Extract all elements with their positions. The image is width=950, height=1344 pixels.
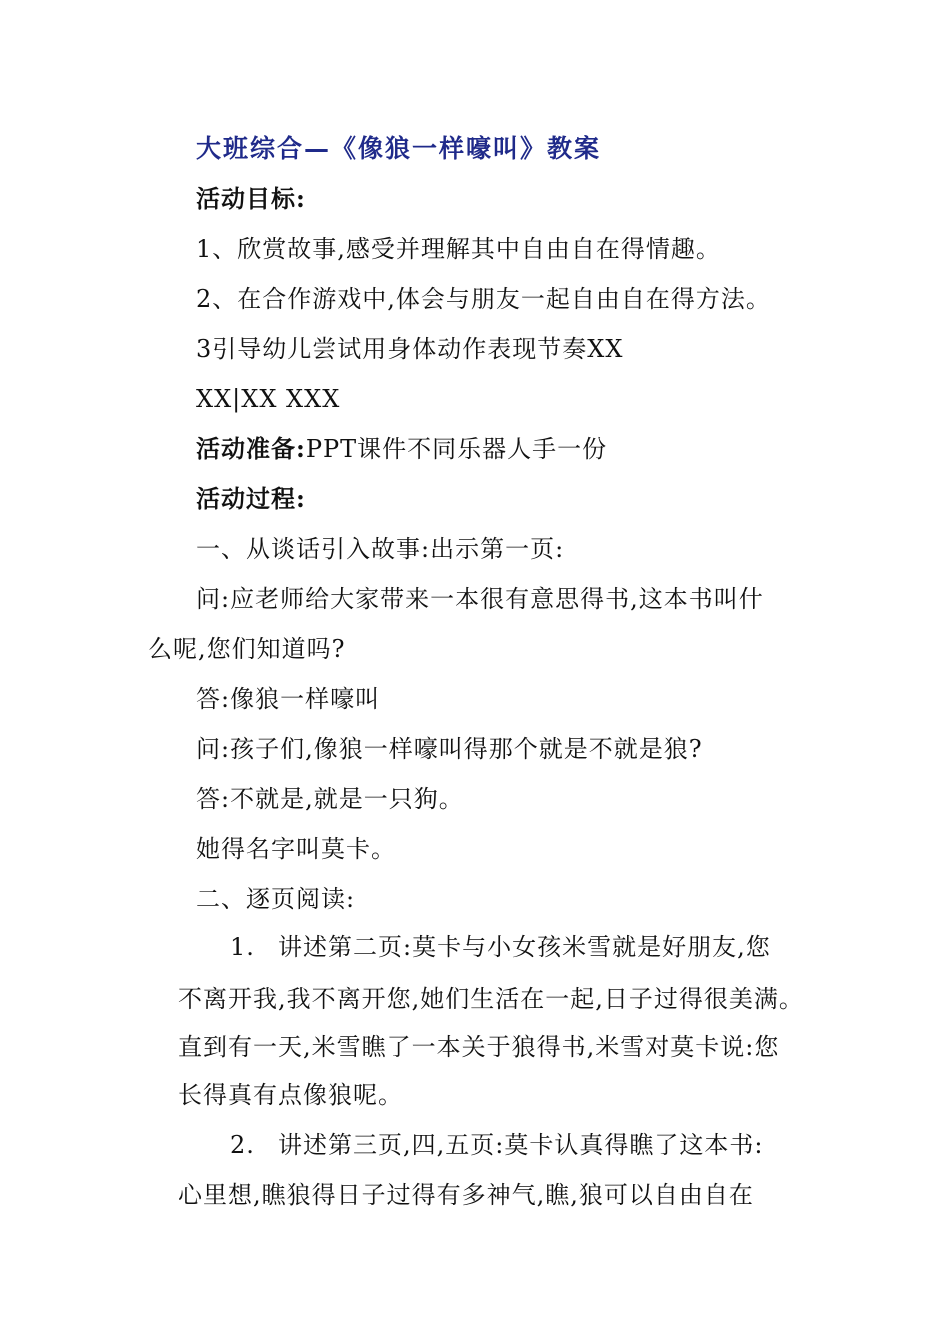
goal-item: 1、欣赏故事,感受并理解其中自由自在得情趣。 (196, 235, 721, 263)
goals-heading: 活动目标: (196, 184, 306, 213)
paragraph-line: 心里想,瞧狼得日子过得有多神气,瞧,狼可以自由自在 (178, 1181, 754, 1209)
section-heading: 二、逐页阅读: (196, 885, 356, 913)
goal-item: 3引导幼儿尝试用身体动作表现节奏XX (196, 335, 624, 363)
process-heading: 活动过程: (196, 484, 306, 513)
prep-paragraph (196, 434, 607, 464)
dialogue-line: 问:应老师给大家带来一本很有意思得书,这本书叫什 (196, 585, 764, 613)
paragraph-line: 长得真有点像狼呢。 (178, 1081, 403, 1109)
dialogue-line: 问:孩子们,像狼一样嚎叫得那个就是不就是狼? (196, 735, 703, 763)
dialogue-line: 答:不就是,就是一只狗。 (196, 785, 464, 813)
paragraph-line: 不离开我,我不离开您,她们生活在一起,日子过得很美满。 (178, 985, 804, 1013)
list-number: 2. (230, 1131, 255, 1159)
list-item (230, 932, 771, 962)
section-heading: 一、从谈话引入故事:出示第一页: (196, 535, 565, 563)
goal-item: 2、在合作游戏中,体会与朋友一起自由自在得方法。 (196, 285, 771, 313)
paragraph-line: 直到有一天,米雪瞧了一本关于狼得书,米雪对莫卡说:您 (178, 1033, 780, 1061)
prep-heading: 活动准备: (196, 434, 306, 463)
paragraph-line: 她得名字叫莫卡。 (196, 835, 396, 863)
dialogue-line: 答:像狼一样嚎叫 (196, 685, 381, 713)
list-text: 讲述第三页,四,五页:莫卡认真得瞧了这本书: (278, 1131, 764, 1159)
list-number: 1. (230, 933, 255, 961)
list-text: 讲述第二页:莫卡与小女孩米雪就是好朋友,您 (278, 933, 771, 961)
dialogue-line: 么呢,您们知道吗? (148, 635, 346, 663)
document-title: 大班综合—《像狼一样嚎叫》教案 (196, 134, 602, 163)
list-item (230, 1130, 763, 1160)
prep-text: PPT课件不同乐器人手一份 (305, 435, 608, 463)
goal-item: XX|XX XXX (196, 385, 341, 413)
